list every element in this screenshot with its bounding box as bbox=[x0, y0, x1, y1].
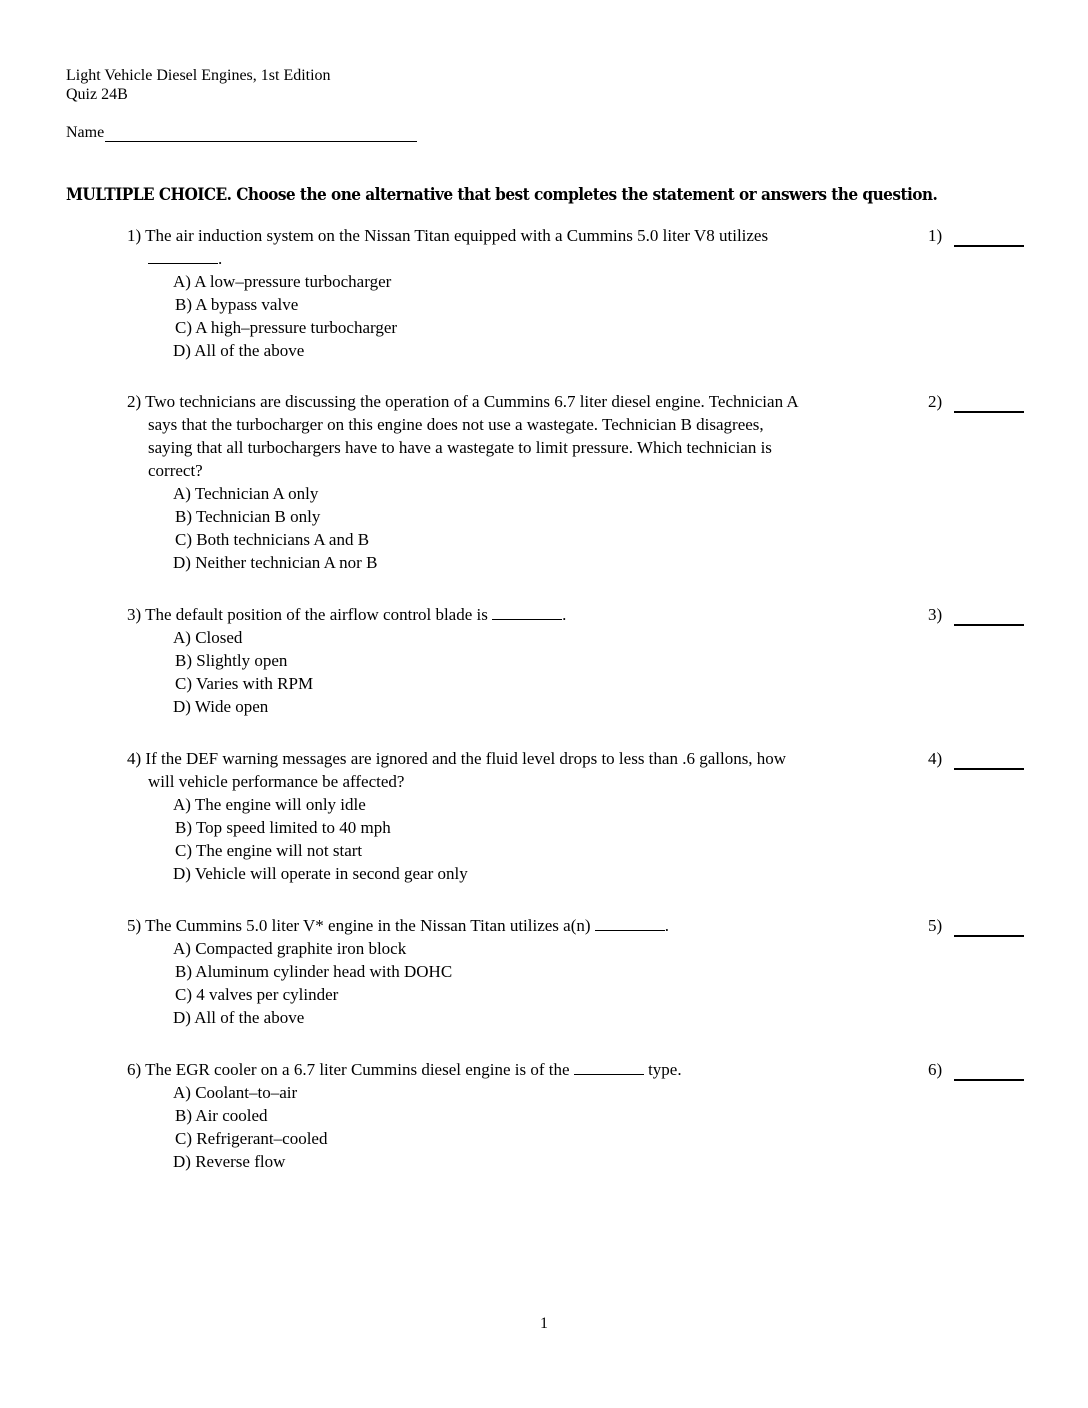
document-header bbox=[66, 66, 331, 104]
choice-c[interactable]: C) Refrigerant–cooled bbox=[175, 1129, 328, 1148]
choice-c[interactable]: C) Both technicians A and B bbox=[175, 530, 370, 549]
answer-blank[interactable] bbox=[954, 1063, 1024, 1081]
question-number: 4) bbox=[127, 749, 142, 768]
choice-a[interactable]: A) The engine will only idle bbox=[173, 795, 366, 814]
name-label: Name bbox=[66, 124, 105, 141]
quiz-title: Quiz 24B bbox=[66, 86, 128, 103]
choices bbox=[127, 270, 1087, 362]
answer-slot bbox=[928, 914, 1024, 937]
question-3 bbox=[127, 603, 1087, 718]
answer-slot bbox=[928, 224, 1024, 247]
answer-slot bbox=[928, 603, 1024, 626]
choice-c[interactable]: C) Varies with RPM bbox=[175, 674, 314, 693]
choice-b[interactable]: B) Slightly open bbox=[175, 651, 288, 670]
page-number: 1 bbox=[540, 1315, 548, 1332]
answer-number: 4) bbox=[928, 749, 943, 768]
question-stem: 4) If the DEF warning messages are ignored and the fluid level drops to less than .6 gallons, how will vehicle performance be affected? bbox=[127, 749, 787, 791]
question-text: The Cummins 5.0 liter V* engine in the Nissan Titan utilizes a(n) bbox=[145, 916, 591, 935]
question-stem: 3) The default position of the airflow control blade is . bbox=[127, 605, 567, 624]
choice-d[interactable]: D) Neither technician A nor B bbox=[173, 553, 378, 572]
choices bbox=[127, 793, 1087, 885]
choices bbox=[127, 482, 1087, 574]
choice-d[interactable]: D) Reverse flow bbox=[173, 1152, 286, 1171]
question-number: 1) bbox=[127, 226, 142, 245]
choice-c[interactable]: C) 4 valves per cylinder bbox=[175, 985, 339, 1004]
answer-slot bbox=[928, 390, 1024, 413]
question-number: 6) bbox=[127, 1060, 142, 1079]
choice-b[interactable]: B) Top speed limited to 40 mph bbox=[175, 818, 391, 837]
answer-number: 2) bbox=[928, 392, 943, 411]
choices bbox=[127, 626, 1087, 718]
choice-a[interactable]: A) Coolant–to–air bbox=[173, 1083, 298, 1102]
answer-number: 1) bbox=[928, 226, 943, 245]
answer-slot bbox=[928, 1058, 1024, 1081]
answer-blank[interactable] bbox=[954, 395, 1024, 413]
choice-c[interactable]: C) The engine will not start bbox=[175, 841, 363, 860]
fill-blank bbox=[492, 604, 562, 620]
choice-d[interactable]: D) All of the above bbox=[173, 341, 305, 360]
answer-blank[interactable] bbox=[954, 752, 1024, 770]
choice-d[interactable]: D) Wide open bbox=[173, 697, 269, 716]
book-title: Light Vehicle Diesel Engines, 1st Edition bbox=[66, 67, 331, 84]
question-number: 3) bbox=[127, 605, 142, 624]
question-text: The default position of the airflow control blade is bbox=[145, 605, 488, 624]
choice-b[interactable]: B) A bypass valve bbox=[175, 295, 299, 314]
choice-b[interactable]: B) Air cooled bbox=[175, 1106, 268, 1125]
fill-blank bbox=[148, 248, 218, 264]
answer-blank[interactable] bbox=[954, 608, 1024, 626]
answer-number: 6) bbox=[928, 1060, 943, 1079]
choice-a[interactable]: A) A low–pressure turbocharger bbox=[173, 272, 392, 291]
answer-number: 5) bbox=[928, 916, 943, 935]
question-6 bbox=[127, 1058, 1087, 1173]
choice-b[interactable]: B) Aluminum cylinder head with DOHC bbox=[175, 962, 453, 981]
choice-a[interactable]: A) Closed bbox=[173, 628, 243, 647]
question-stem: 5) The Cummins 5.0 liter V* engine in the Nissan Titan utilizes a(n) . bbox=[127, 916, 670, 935]
fill-blank bbox=[574, 1059, 644, 1075]
name-row bbox=[66, 124, 417, 142]
question-2 bbox=[127, 390, 1087, 574]
choice-d[interactable]: D) Vehicle will operate in second gear only bbox=[173, 864, 468, 883]
question-text: If the DEF warning messages are ignored and the fluid level drops to less than .6 gallons, how bbox=[145, 749, 787, 768]
choice-d[interactable]: D) All of the above bbox=[173, 1008, 305, 1027]
question-number: 2) bbox=[127, 392, 142, 411]
question-5 bbox=[127, 914, 1087, 1029]
choice-b[interactable]: B) Technician B only bbox=[175, 507, 321, 526]
fill-blank bbox=[595, 915, 665, 931]
question-text: Two technicians are discussing the operation of a Cummins 6.7 liter diesel engine. Technician A bbox=[145, 392, 799, 411]
question-1 bbox=[127, 224, 1087, 362]
question-text: The air induction system on the Nissan Titan equipped with a Cummins 5.0 liter V8 utilizes bbox=[145, 226, 769, 245]
answer-number: 3) bbox=[928, 605, 943, 624]
answer-slot bbox=[928, 747, 1024, 770]
choice-a[interactable]: A) Technician A only bbox=[173, 484, 319, 503]
question-stem: 1) The air induction system on the Nissan Titan equipped with a Cummins 5.0 liter V8 utilizes . bbox=[127, 226, 769, 268]
question-4 bbox=[127, 747, 1087, 885]
answer-blank[interactable] bbox=[954, 919, 1024, 937]
choices bbox=[127, 1081, 1087, 1173]
question-text: The EGR cooler on a 6.7 liter Cummins diesel engine is of the bbox=[145, 1060, 570, 1079]
choice-c[interactable]: C) A high–pressure turbocharger bbox=[175, 318, 398, 337]
choices bbox=[127, 937, 1087, 1029]
question-stem: 2) Two technicians are discussing the operation of a Cummins 6.7 liter diesel engine. Technician A says that the turbocharger on this engine does not use a wastegate. Technician B disagrees, saying that all turbochargers have to have a wastegate to limit pressure. Which technician is correct? bbox=[127, 392, 799, 480]
choice-a[interactable]: A) Compacted graphite iron block bbox=[173, 939, 407, 958]
question-stem: 6) The EGR cooler on a 6.7 liter Cummins diesel engine is of the type. bbox=[127, 1060, 682, 1079]
question-number: 5) bbox=[127, 916, 142, 935]
instructions: MULTIPLE CHOICE. Choose the one alternative that best completes the statement or answers the question. bbox=[66, 185, 938, 204]
answer-blank[interactable] bbox=[954, 229, 1024, 247]
name-field[interactable] bbox=[105, 125, 417, 142]
